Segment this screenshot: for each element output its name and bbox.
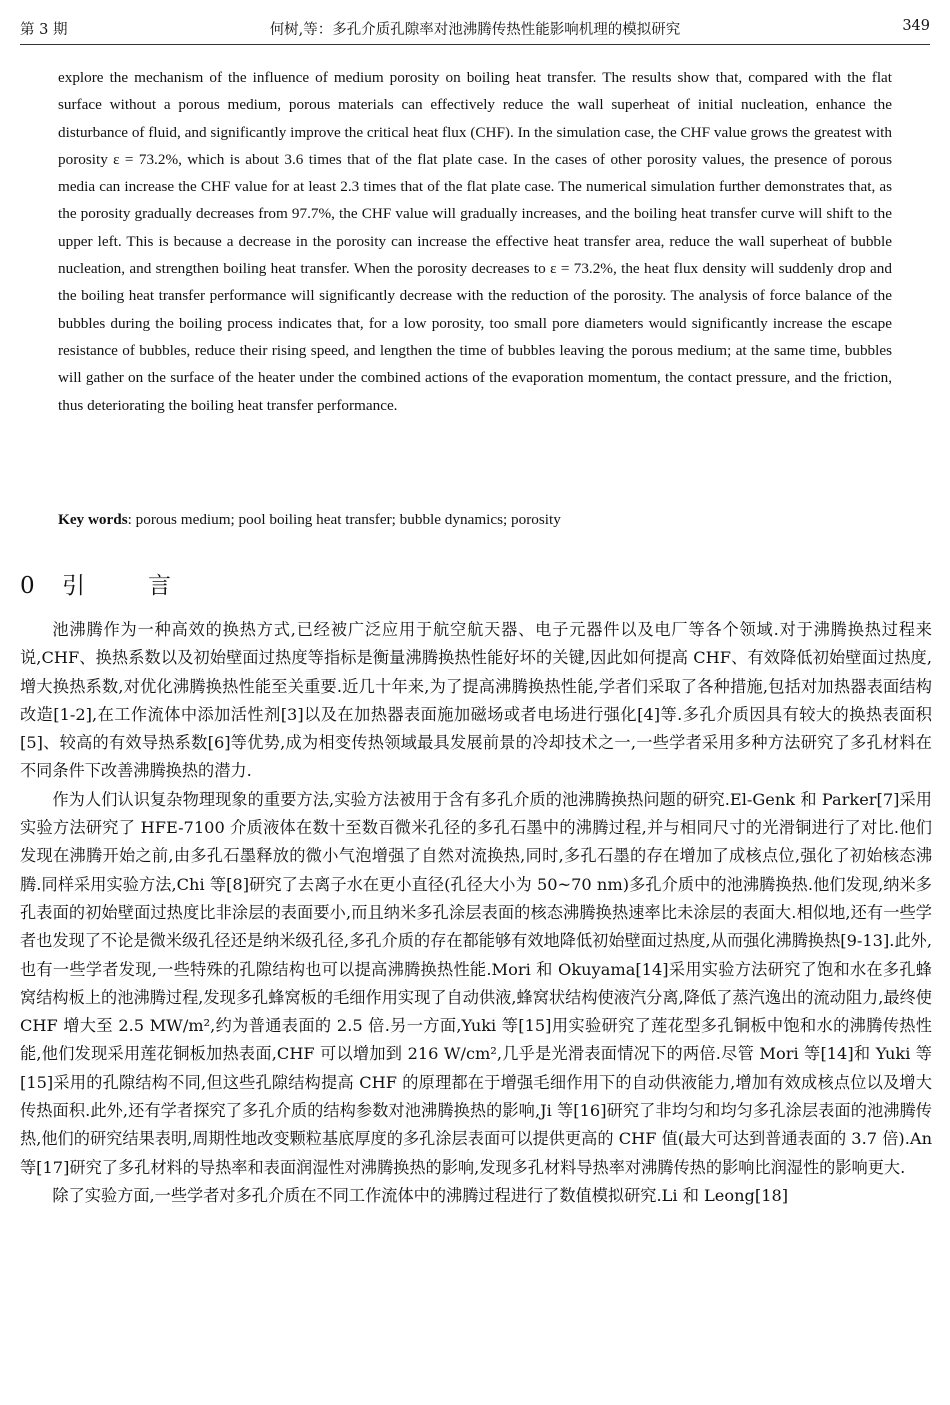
keywords-label: Key words bbox=[58, 511, 128, 528]
body-text bbox=[20, 616, 932, 1210]
page-header bbox=[20, 10, 930, 45]
page-number: 349 bbox=[902, 18, 930, 34]
issue-number: 第 3 期 bbox=[20, 22, 68, 38]
paragraph-2: 作为人们认识复杂物理现象的重要方法,实验方法被用于含有多孔介质的池沸腾换热问题的研究.El-Genk 和 Parker[7]采用实验方法研究了 HFE-7100 介质液体在数十至数百微米孔径的多孔石墨中的沸腾过程,并与相同尺寸的光滑铜进行了对比.他们发现在沸腾开始之前,由多孔石墨释放的微小气泡增强了自然对流换热,同时,多孔石墨的存在增加了成核点位,强化了初始核态沸腾.同样采用实验方法,Chi 等[8]研究了去离子水在更小直径(孔径大小为 50~70 nm)多孔介质中的池沸腾换热.他们发现,纳米多孔表面的初始壁面过热度比非涂层的表面要小,而且纳米多孔涂层表面的核态沸腾换热速率比未涂层的表面大.相似地,还有一些学者也发现了不论是微米级孔径还是纳米级孔径,多孔介质的存在都能够有效地降低初始壁面过热度,从而强化沸腾换热[9-13].此外,也有一些学者发现,一些特殊的孔隙结构也可以提高沸腾换热性能.Mori 和 Okuyama[14]采用实验方法研究了饱和水在多孔蜂窝结构板上的池沸腾过程,发现多孔蜂窝板的毛细作用实现了自动供液,蜂窝状结构使液汽分离,降低了蒸汽逸出的流动阻力,最终使 CHF 增大至 2.5 MW/m²,约为普通表面的 2.5 倍.另一方面,Yuki 等[15]用实验研究了莲花型多孔铜板中饱和水的沸腾传热性能,他们发现采用莲花铜板加热表面,CHF 可以增加到 216 W/cm²,几乎是光滑表面情况下的两倍.尽管 Mori 等[14]和 Yuki 等[15]采用的孔隙结构不同,但这些孔隙结构提高 CHF 的原理都在于增强毛细作用下的自动供液能力,增加有效成核点位以及增大传热面积.此外,还有学者探究了多孔介质的结构参数对池沸腾换热的影响,Ji 等[16]研究了非均匀和均匀多孔涂层表面的池沸腾传热,他们的研究结果表明,周期性地改变颗粒基底厚度的多孔涂层表面可以提供更高的 CHF 值(最大可达到普通表面的 3.7 倍).An 等[17]研究了多孔材料的导热率和表面润湿性对沸腾换热的影响,发现多孔材料导热率对沸腾传热的影响比润湿性的影响更大. bbox=[20, 789, 932, 1177]
section-number: 0 bbox=[20, 573, 35, 599]
paragraph-1: 池沸腾作为一种高效的换热方式,已经被广泛应用于航空航天器、电子元器件以及电厂等各个领域.对于沸腾换热过程来说,CHF、换热系数以及初始壁面过热度等指标是衡量沸腾换热性能好坏的关键,因此如何提高 CHF、有效降低初始壁面过热度,增大换热系数,对优化沸腾换热性能至关重要.近几十年来,为了提高沸腾换热性能,学者们采取了各种措施,包括对加热器表面结构改造[1-2],在工作流体中添加活性剂[3]以及在加热器表面施加磁场或者电场进行强化[4]等.多孔介质因具有较大的换热表面积[5]、较高的有效导热系数[6]等优势,成为相变传热领域最具发展前景的冷却技术之一,一些学者采用多种方法研究了多孔材料在不同条件下改善沸腾换热的潜力. bbox=[20, 620, 932, 781]
keywords-line bbox=[58, 506, 892, 533]
section-title-char-1: 引 bbox=[62, 573, 85, 599]
keywords-text: : porous medium; pool boiling heat transfer; bubble dynamics; porosity bbox=[127, 511, 561, 528]
abstract-text: explore the mechanism of the influence of medium porosity on boiling heat transfer. The results show that, compared with the flat surface without a porous medium, porous materials can effectively reduce the wall superheat of initial nucleation, enhance the disturbance of fluid, and significantly improve the critical heat flux (CHF). In the simulation case, the CHF value grows the greatest with porosity ε = 73.2%, which is about 3.6 times that of the flat plate case. In the cases of other porosity values, the presence of porous media can increase the CHF value for at least 2.3 times that of the flat plate case. The numerical simulation further demonstrates that, as the porosity gradually decreases from 97.7%, the CHF value will gradually increases, and the boiling heat transfer curve will shift to the upper left. This is because a decrease in the porosity can increase the effective heat transfer area, reduce the wall superheat of bubble nucleation, and strengthen boiling heat transfer. When the porosity decreases to ε = 73.2%, the heat flux density will suddenly drop and the boiling heat transfer performance will significantly decrease with the reduction of the porosity. The analysis of force balance of the bubbles during the boiling process indicates that, for a low porosity, too small pore diameters would significantly increase the escape resistance of bubbles, reduce their rising speed, and lengthen the time of bubbles leaving the porous medium; at the same time, bubbles will gather on the surface of the heater under the combined actions of the evaporation momentum, the contact pressure, and the friction, thus deteriorating the boiling heat transfer performance. bbox=[58, 69, 892, 414]
section-heading bbox=[20, 566, 171, 606]
section-title-char-2: 言 bbox=[148, 573, 171, 599]
running-title: 何树,等：多孔介质孔隙率对池沸腾传热性能影响机理的模拟研究 bbox=[269, 22, 681, 38]
paragraph-3: 除了实验方面,一些学者对多孔介质在不同工作流体中的沸腾过程进行了数值模拟研究.Li 和 Leong[18] bbox=[52, 1185, 789, 1205]
